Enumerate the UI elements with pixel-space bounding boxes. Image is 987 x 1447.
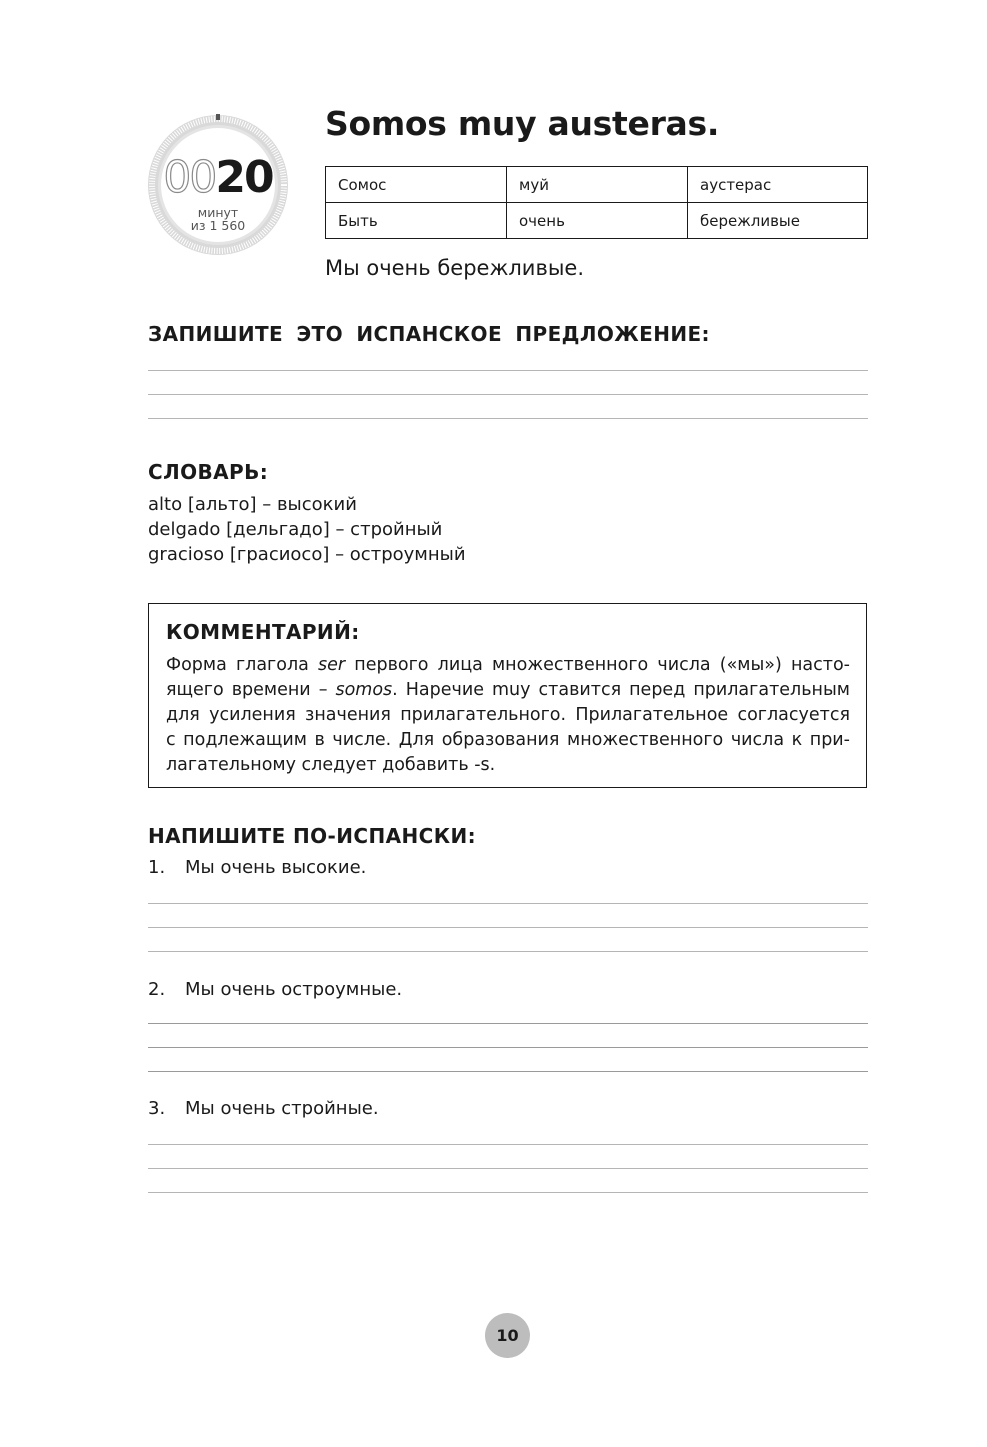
table-cell: Сомос <box>326 167 507 203</box>
vocab-item: gracioso [грасиосо] – остроумный <box>148 544 466 565</box>
writing-line <box>148 418 868 419</box>
exercise-item <box>148 979 402 1000</box>
comment-line: для усиления значения прилагательного. Прилагательное согласуется <box>166 705 850 725</box>
table-cell: очень <box>507 203 688 239</box>
writing-line <box>148 394 868 395</box>
exercise-number: 3. <box>148 1098 166 1119</box>
table-cell: Быть <box>326 203 507 239</box>
exercise-text: Мы очень остроумные. <box>185 979 403 1000</box>
writing-line <box>148 1192 868 1193</box>
exercise-number: 2. <box>148 979 166 1000</box>
vocab-heading: СЛОВАРЬ: <box>148 460 269 484</box>
writing-line <box>148 951 868 952</box>
exercise-number: 1. <box>148 857 166 878</box>
writing-line <box>148 1071 868 1072</box>
comment-line: лагательному следует добавить -s. <box>166 755 496 775</box>
word-table <box>325 166 868 239</box>
writing-line <box>148 903 868 904</box>
exercise-text: Мы очень стройные. <box>185 1098 379 1119</box>
page-number: 10 <box>485 1313 530 1358</box>
table-cell: аустерас <box>688 167 868 203</box>
table-row <box>326 203 868 239</box>
vocab-item: alto [альто] – высокий <box>148 494 357 515</box>
sentence-translation: Мы очень бережливые. <box>325 256 584 280</box>
exercise-item <box>148 1098 379 1119</box>
table-cell: бережливые <box>688 203 868 239</box>
table-row <box>326 167 868 203</box>
translate-heading: НАПИШИТЕ ПО-ИСПАНСКИ: <box>148 824 476 848</box>
writing-line <box>148 1023 868 1024</box>
writing-line <box>148 1168 868 1169</box>
vocab-item: delgado [дельгадо] – стройный <box>148 519 443 540</box>
timer-total-label: из 1 560 <box>190 218 246 233</box>
comment-heading: КОММЕНТАРИЙ: <box>166 620 360 644</box>
writing-line <box>148 1144 868 1145</box>
timer-unit-label: минут <box>197 205 239 220</box>
write-heading: ЗАПИШИТЕ ЭТО ИСПАНСКОЕ ПРЕДЛОЖЕНИЕ: <box>148 322 710 346</box>
exercise-text: Мы очень высокие. <box>185 857 367 878</box>
writing-line <box>148 370 868 371</box>
comment-line: с подлежащим в числе. Для образования множественного числа к при- <box>166 730 850 750</box>
writing-line <box>148 927 868 928</box>
vocab-list <box>148 492 466 567</box>
comment-line: Форма глагола ser первого лица множественного числа («мы») насто- <box>166 655 850 675</box>
timer-digits: 0020 <box>163 152 273 203</box>
timer-dial <box>147 114 289 256</box>
exercise-item <box>148 857 366 878</box>
writing-line <box>148 1047 868 1048</box>
comment-body <box>166 653 850 778</box>
comment-line: ящего времени – somos. Наречие muy ставится перед прилагательным <box>166 680 850 700</box>
table-cell: муй <box>507 167 688 203</box>
comment-box <box>148 603 867 788</box>
sentence-title: Somos muy austeras. <box>325 104 720 143</box>
